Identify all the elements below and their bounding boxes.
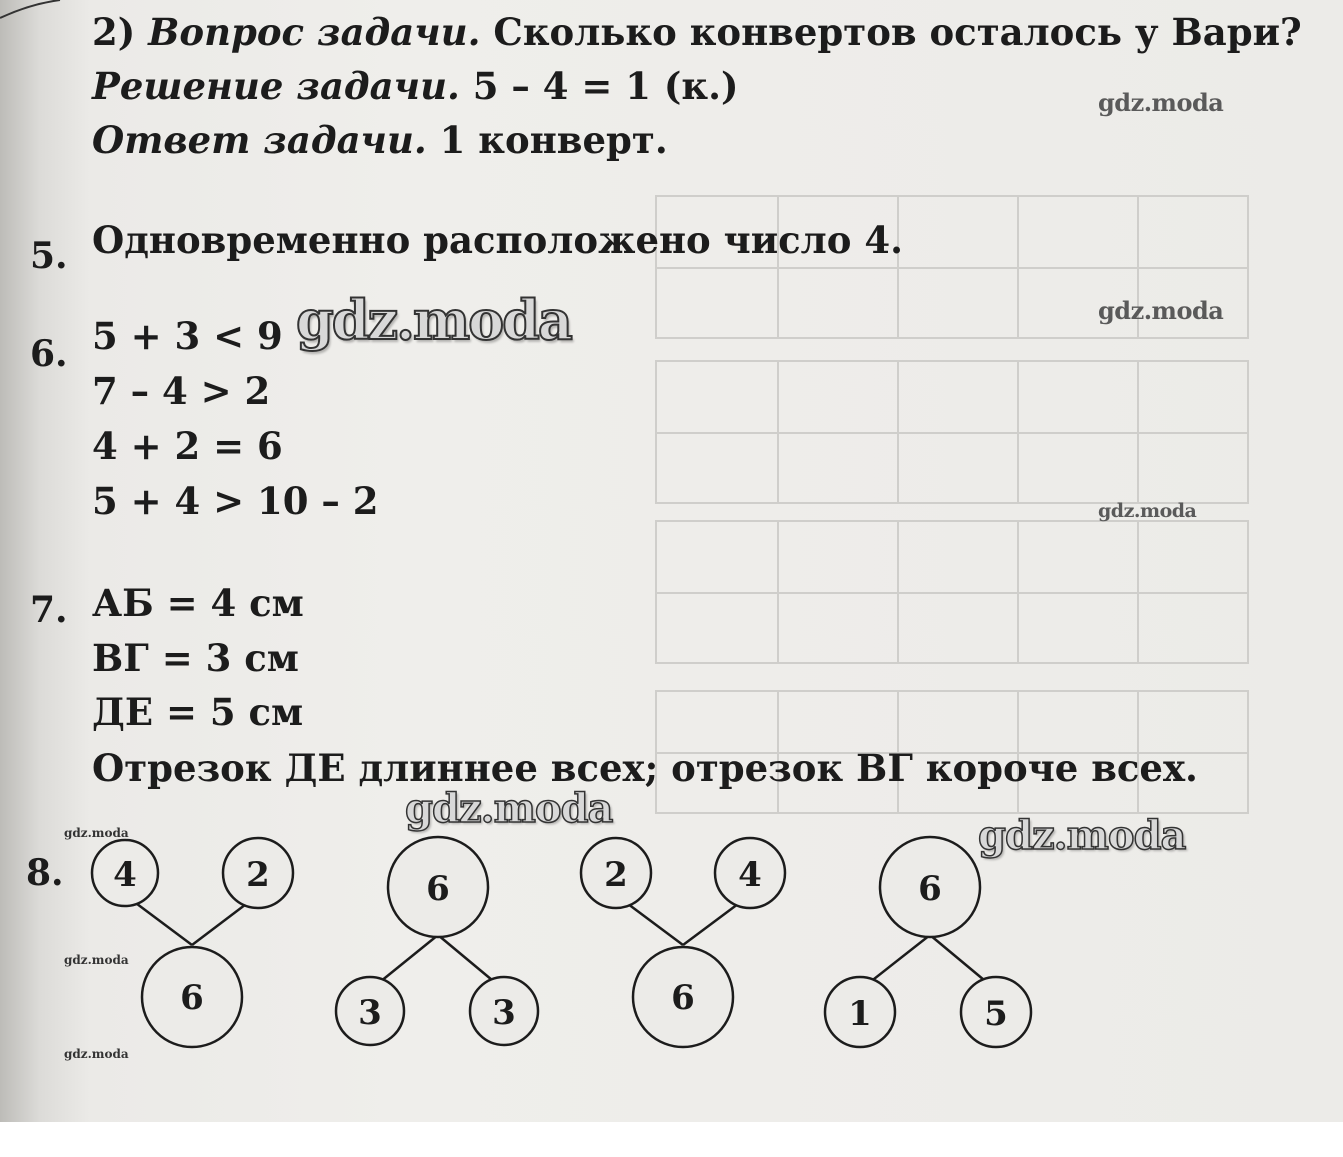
question-text: Сколько конвертов осталось у Вари?: [480, 10, 1302, 54]
task7-conclusion: Отрезок ДЕ длиннее всех; отрезок ВГ короче всех.: [92, 746, 1198, 790]
task6-line: 4 + 2 = 6: [92, 424, 283, 468]
solution-label: Решение задачи.: [92, 64, 460, 108]
circle-number: 3: [358, 993, 382, 1033]
solution-text: 5 – 4 = 1 (к.): [459, 64, 739, 108]
watermark: gdz.moda: [1098, 500, 1197, 522]
watermark: gdz.moda: [64, 953, 129, 967]
circle-number: 3: [492, 993, 516, 1033]
watermark: gdz.moda: [978, 812, 1186, 859]
task5-number: 5.: [30, 235, 68, 277]
watermark: gdz.moda: [64, 1047, 129, 1061]
circle-number: 6: [918, 869, 942, 909]
answer-label: Ответ задачи.: [92, 118, 427, 162]
circle-number: 2: [246, 855, 270, 895]
answer-text: 1 конверт.: [426, 118, 668, 162]
task7-number: 7.: [30, 589, 68, 631]
circle-number: 6: [180, 978, 204, 1018]
circle-number: 1: [848, 994, 872, 1034]
task6-line: 5 + 3 < 9: [92, 314, 283, 358]
task7-line: ВГ = 3 см: [92, 636, 299, 680]
circle-number: 5: [984, 994, 1008, 1034]
task6-number: 6.: [30, 333, 68, 375]
task7-line: ДЕ = 5 см: [92, 690, 304, 734]
task6-line: 5 + 4 > 10 – 2: [92, 479, 379, 523]
circle-number: 4: [738, 855, 762, 895]
circle-number: 4: [113, 855, 137, 895]
watermark: gdz.moda: [64, 826, 129, 840]
task5-text: Одновременно расположено число 4.: [92, 218, 903, 262]
watermark: gdz.moda: [405, 785, 613, 832]
task6-line: 7 – 4 > 2: [92, 369, 271, 413]
watermark: gdz.moda: [1098, 296, 1224, 325]
circle-number: 2: [604, 855, 628, 895]
question-label: Вопрос задачи.: [148, 10, 481, 54]
task7-line: АБ = 4 см: [92, 581, 304, 625]
blank-margin: [0, 1122, 1343, 1157]
circle-number: 6: [671, 978, 695, 1018]
circle-number: 6: [426, 869, 450, 909]
task8-number: 8.: [26, 852, 64, 894]
item-prefix: 2): [92, 10, 149, 54]
watermark: gdz.moda: [1098, 88, 1224, 117]
watermark: gdz.moda: [296, 288, 571, 352]
